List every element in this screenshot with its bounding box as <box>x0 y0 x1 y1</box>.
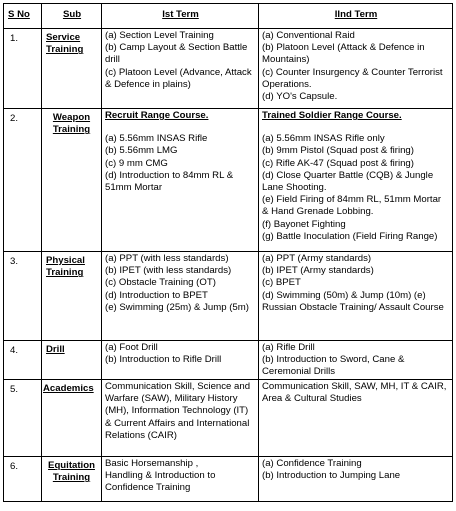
term2-item: (b) Platoon Level (Attack & Defence in Mountains) <box>262 42 425 66</box>
row-sno: 3. <box>4 252 42 341</box>
row-sno: 4. <box>4 341 42 380</box>
spacer <box>105 122 256 133</box>
term2-item: (d) Swimming (50m) & Jump (10m) (e) Russian Obstacle Training/ Assault Course <box>262 289 444 313</box>
row-term1 <box>102 29 259 109</box>
term2-item: (b) Introduction to Jumping Lane <box>262 470 401 482</box>
term1-item: (b) Camp Layout & Section Battle drill <box>105 42 248 66</box>
table-row <box>4 457 453 502</box>
spacer <box>262 122 450 133</box>
row-term1 <box>102 109 259 252</box>
table-row <box>4 29 453 109</box>
table-row <box>4 341 453 380</box>
term2-item: Communication Skill, SAW, MH, IT & CAIR, Area & Cultural Studies <box>262 381 447 405</box>
row-term1 <box>102 252 259 341</box>
term1-heading: Recruit Range Course. <box>105 110 209 121</box>
term2-item: (a) Rifle Drill <box>262 342 315 353</box>
term1-item: (a) 5.56mm INSAS Rifle <box>105 133 208 145</box>
term2-item: (d) Close Quarter Battle (CQB) & Jungle Lane Shooting. <box>262 169 434 194</box>
row-term1 <box>102 457 259 502</box>
row-term2 <box>259 109 453 252</box>
term2-item: (e) Field Firing of 84mm RL, 51mm Mortar & Hand Grenade Lobbing. <box>262 194 442 218</box>
subject-line: Training <box>46 44 84 56</box>
row-subject <box>42 380 102 457</box>
term2-item: (b) IPET (Army standards) <box>262 265 374 277</box>
term2-item: (c) Counter Insurgency & Counter Terrorist Operations. <box>262 66 443 90</box>
subject-line: Equitation <box>48 460 95 471</box>
row-term2 <box>259 341 453 380</box>
term2-item: (a) PPT (Army standards) <box>262 253 372 264</box>
row-sno: 5. <box>4 380 42 457</box>
term2-heading: Trained Soldier Range Course. <box>262 110 402 121</box>
term1-item: (a) Section Level Training <box>105 30 214 41</box>
term1-item: (b) Introduction to Rifle Drill <box>105 354 222 366</box>
row-subject <box>42 252 102 341</box>
term1-item: Communication Skill, Science and Warfare (SAW), Military History (MH), Information Technology (IT) & Current Affairs and International Relations (CAIR) <box>105 381 251 441</box>
row-term1 <box>102 380 259 457</box>
term2-item: (c) Rifle AK-47 (Squad post & firing) <box>262 157 414 169</box>
row-sno: 6. <box>4 457 42 502</box>
row-term2 <box>259 457 453 502</box>
training-syllabus-table <box>3 3 453 502</box>
subject-line: Drill <box>46 344 65 355</box>
term1-item: (c) Obstacle Training (OT) <box>105 277 216 289</box>
subject-line: Training <box>46 267 84 279</box>
header-term2: IInd Term <box>259 4 453 29</box>
term1-item: (d) Introduction to 84mm RL & 51mm Mortar <box>105 169 234 194</box>
row-subject <box>42 29 102 109</box>
row-term2 <box>259 252 453 341</box>
term1-item: Basic Horsemanship , <box>105 458 199 469</box>
term1-item: (e) Swimming (25m) & Jump (5m) <box>105 301 249 313</box>
subject-line: Training <box>52 124 91 136</box>
row-subject <box>42 341 102 380</box>
term1-item: (b) IPET (with less standards) <box>105 265 232 277</box>
header-sno: S No <box>4 4 42 29</box>
term1-item: (b) 5.56mm LMG <box>105 145 178 157</box>
term2-item: (a) 5.56mm INSAS Rifle only <box>262 133 385 145</box>
row-sno: 2. <box>4 109 42 252</box>
term2-item: (f) Bayonet Fighting <box>262 218 346 230</box>
subject-line: Physical <box>46 255 85 266</box>
table-row <box>4 109 453 252</box>
row-term1 <box>102 341 259 380</box>
row-subject <box>42 109 102 252</box>
row-subject <box>42 457 102 502</box>
term2-item: (b) Introduction to Sword, Cane & Ceremonial Drills <box>262 354 405 378</box>
term1-item: Handling & Introduction to Confidence Training <box>105 470 216 494</box>
subject-line: Training <box>52 472 91 484</box>
table-row <box>4 380 453 457</box>
term1-item: (c) 9 mm CMG <box>105 157 168 169</box>
term1-item: (d) Introduction to BPET <box>105 289 208 301</box>
row-term2 <box>259 380 453 457</box>
header-row <box>4 4 453 29</box>
table-row <box>4 252 453 341</box>
term2-item: (b) 9mm Pistol (Squad post & firing) <box>262 145 414 157</box>
term2-item: (d) YO's Capsule. <box>262 91 338 103</box>
header-term1: Ist Term <box>102 4 259 29</box>
term2-item: (g) Battle Inoculation (Field Firing Range) <box>262 230 438 242</box>
subject-line: Weapon <box>52 112 91 123</box>
subject-line: Service <box>46 32 81 43</box>
term2-item: (a) Confidence Training <box>262 458 362 469</box>
term2-item: (c) BPET <box>262 277 301 289</box>
row-sno: 1. <box>4 29 42 109</box>
term1-item: (c) Platoon Level (Advance, Attack & Defence in plains) <box>105 66 252 90</box>
term2-item: (a) Conventional Raid <box>262 30 355 41</box>
subject-line: Academics <box>43 383 94 394</box>
term1-item: (a) PPT (with less standards) <box>105 253 229 264</box>
row-term2 <box>259 29 453 109</box>
term1-item: (a) Foot Drill <box>105 342 158 353</box>
header-sub: Sub <box>42 4 102 29</box>
